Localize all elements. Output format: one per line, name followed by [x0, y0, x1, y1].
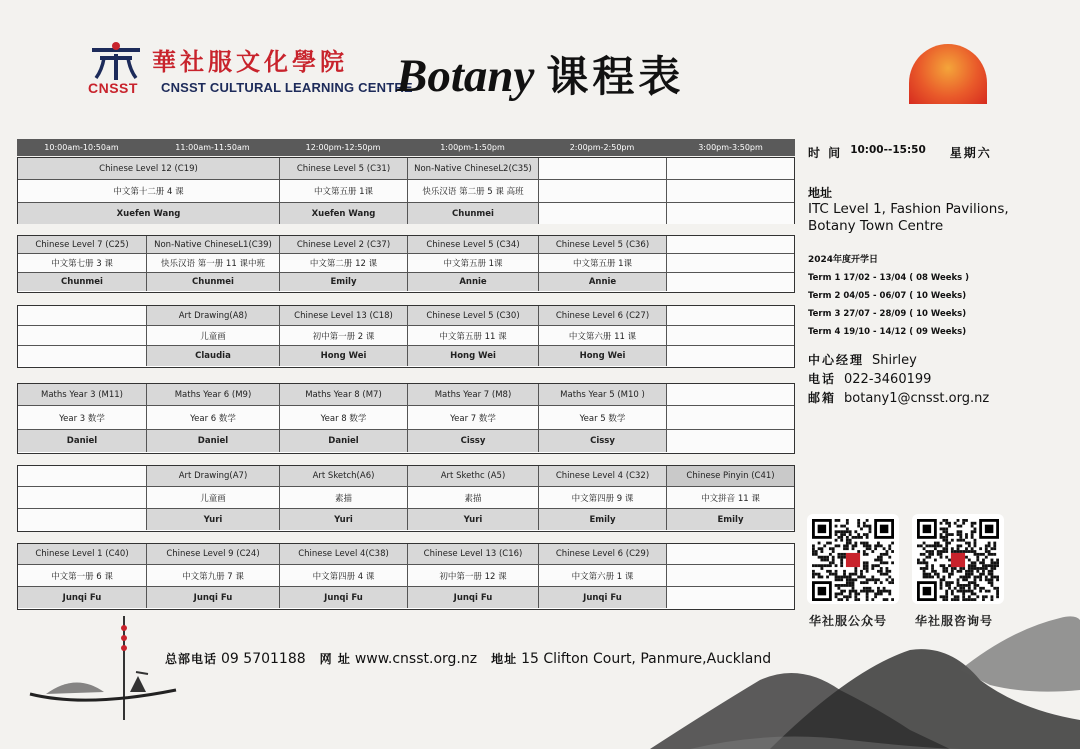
logo-chinese-name: 華社服文化學院	[152, 47, 348, 76]
time-slot: 11:00am-11:50am	[175, 143, 250, 152]
course-name: Maths Year 3 (M11)	[18, 384, 147, 405]
logo-english-name: CNSST CULTURAL LEARNING CENTRE	[161, 80, 413, 95]
lesson-text: Year 7 数学	[408, 406, 539, 429]
sun-decoration	[909, 44, 987, 104]
teacher-name: Emily	[280, 273, 408, 291]
wechat-consult-qr-code[interactable]	[912, 514, 1004, 604]
empty-cell	[667, 565, 794, 586]
course-row	[18, 544, 794, 565]
empty-cell	[18, 487, 147, 508]
course-name: Non-Native ChineseL2(C35)	[408, 158, 539, 179]
term-date: Term 4 19/10 - 14/12 ( 09 Weeks)	[808, 327, 967, 337]
email-line	[808, 389, 1048, 408]
course-name: Chinese Level 7 (C25)	[18, 236, 147, 253]
term-date: Term 1 17/02 - 13/04 ( 08 Weeks )	[808, 273, 970, 283]
qr-caption-official: 华社服公众号	[809, 614, 888, 628]
teacher-name: Chunmei	[147, 273, 280, 291]
teacher-name: Cissy	[408, 430, 539, 452]
teacher-name: Yuri	[147, 509, 280, 530]
course-name: Chinese Level 1 (C40)	[18, 544, 147, 564]
course-row	[18, 306, 794, 326]
course-name: Chinese Level 9 (C24)	[147, 544, 280, 564]
lesson-text: 素描	[280, 487, 408, 508]
boat-ink-illustration	[26, 612, 191, 722]
footer-addr-label: 地址	[491, 652, 518, 666]
teacher-name: Emily	[667, 509, 794, 530]
teacher-name: Chunmei	[18, 273, 147, 291]
manager-line	[808, 351, 1048, 370]
teacher-name: Xuefen Wang	[18, 203, 280, 224]
manager-name: Shirley	[872, 353, 917, 368]
info-panel	[808, 144, 1048, 408]
lesson-text: 中文第十二册 4 课	[18, 180, 280, 202]
phone-number[interactable]: 022-3460199	[844, 372, 932, 387]
footer-phone-number[interactable]: 09 5701188	[221, 651, 306, 667]
footer-address-text: 15 Clifton Court, Panmure,Auckland	[521, 651, 772, 667]
empty-cell	[539, 180, 667, 202]
course-name: Chinese Level 5 (C36)	[539, 236, 667, 253]
lesson-text: 中文第二册 12 课	[280, 254, 408, 272]
empty-cell	[667, 306, 794, 325]
teacher-name: Daniel	[147, 430, 280, 452]
teacher-name: Xuefen Wang	[280, 203, 408, 224]
term-dates-list	[808, 269, 1048, 341]
course-name: Chinese Level 5 (C34)	[408, 236, 539, 253]
schedule-block-5	[17, 465, 795, 532]
schedule-block-1	[17, 157, 795, 224]
lesson-text: 中文第五册 1课	[280, 180, 408, 202]
course-name: Chinese Level 2 (C37)	[280, 236, 408, 253]
lesson-text: 中文第九册 7 课	[147, 565, 280, 586]
empty-cell	[667, 326, 794, 345]
lesson-text: 快乐汉语 第一册 11 课中班	[147, 254, 280, 272]
empty-cell	[667, 273, 794, 291]
qr-code-icon	[917, 519, 999, 601]
empty-cell	[667, 406, 794, 429]
teacher-name: Hong Wei	[408, 346, 539, 366]
lesson-text: 初中第一册 2 课	[280, 326, 408, 345]
empty-cell	[667, 203, 794, 224]
term-date: Term 2 04/05 - 06/07 ( 10 Weeks)	[808, 291, 967, 301]
course-name: Chinese Pinyin (C41)	[667, 466, 794, 486]
teacher-name: Junqi Fu	[147, 587, 280, 608]
text-row	[18, 326, 794, 346]
time-slot: 3:00pm-3:50pm	[698, 143, 763, 152]
lesson-text: 中文第五册 11 课	[408, 326, 539, 345]
lesson-text: 中文第四册 4 课	[280, 565, 408, 586]
teacher-name: Daniel	[18, 430, 147, 452]
qr-caption-consult: 华社服咨询号	[915, 614, 994, 628]
empty-cell	[667, 346, 794, 366]
lesson-text: 儿童画	[147, 326, 280, 345]
teacher-name: Junqi Fu	[408, 587, 539, 608]
schedule-block-4	[17, 383, 795, 454]
time-label: 时 间	[808, 146, 843, 160]
course-name: Maths Year 7 (M8)	[408, 384, 539, 405]
empty-cell	[18, 509, 147, 530]
empty-cell	[18, 306, 147, 325]
empty-cell	[667, 180, 794, 202]
email-address[interactable]: botany1@cnsst.org.nz	[844, 391, 990, 406]
lesson-text: 中文拼音 11 课	[667, 487, 794, 508]
title-chinese: 课程表	[546, 52, 685, 101]
empty-cell	[667, 254, 794, 272]
content-row	[18, 180, 794, 203]
lesson-text: Year 5 数学	[539, 406, 667, 429]
class-time	[808, 144, 1048, 161]
footer-phone-label: 总部电话	[165, 652, 218, 666]
teacher-name: Junqi Fu	[539, 587, 667, 608]
teacher-name: Emily	[539, 509, 667, 530]
empty-cell	[18, 466, 147, 486]
lesson-text: 中文第五册 1课	[408, 254, 539, 272]
time-slot: 1:00pm-1:50pm	[440, 143, 505, 152]
course-row	[18, 236, 794, 254]
teacher-name: Hong Wei	[280, 346, 408, 366]
schedule-block-2	[17, 235, 795, 293]
course-name: Art Drawing(A8)	[147, 306, 280, 325]
empty-cell	[539, 203, 667, 224]
teacher-row	[18, 203, 794, 224]
lesson-text: 中文第四册 9 课	[539, 487, 667, 508]
lesson-text: 初中第一册 12 课	[408, 565, 539, 586]
phone-label: 电话	[808, 372, 837, 386]
manager-label: 中心经理	[808, 353, 865, 367]
phone-line	[808, 370, 1048, 389]
empty-cell	[667, 384, 794, 405]
footer-website	[320, 650, 477, 667]
schedule-header	[17, 139, 795, 156]
mountain-ink-illustration	[650, 600, 1080, 749]
address-label: 地址	[808, 186, 833, 200]
teacher-row	[18, 346, 794, 366]
teacher-name: Hong Wei	[539, 346, 667, 366]
empty-cell	[667, 544, 794, 564]
page-title	[396, 44, 684, 104]
text-row	[18, 565, 794, 587]
teacher-name: Claudia	[147, 346, 280, 366]
term-dates-title: 2024年度开学日	[808, 255, 879, 265]
course-name: Maths Year 8 (M7)	[280, 384, 408, 405]
empty-cell	[18, 326, 147, 345]
address-line-1: ITC Level 1, Fashion Pavilions,	[808, 201, 1009, 217]
time-slot: 2:00pm-2:50pm	[569, 143, 635, 152]
text-row	[18, 406, 794, 430]
email-label: 邮箱	[808, 391, 837, 405]
lesson-text: 中文第七册 3 课	[18, 254, 147, 272]
lesson-text: 素描	[408, 487, 539, 508]
contact-info	[808, 351, 1048, 408]
term-date: Term 3 27/07 - 28/09 ( 10 Weeks)	[808, 309, 967, 319]
course-name: Chinese Level 6 (C27)	[539, 306, 667, 325]
teacher-row	[18, 430, 794, 452]
course-name: Chinese Level 13 (C18)	[280, 306, 408, 325]
empty-cell	[667, 236, 794, 253]
text-row	[18, 487, 794, 509]
logo-abbreviation: CNSST	[88, 80, 138, 96]
course-row	[18, 384, 794, 406]
schedule-block-3	[17, 305, 795, 368]
lesson-text: 中文第六册 11 课	[539, 326, 667, 345]
teacher-row	[18, 273, 794, 291]
course-row	[18, 158, 794, 180]
course-name: Chinese Level 5 (C31)	[280, 158, 408, 179]
teacher-name: Junqi Fu	[280, 587, 408, 608]
weekday: 星期六	[949, 146, 992, 160]
teacher-row	[18, 509, 794, 530]
course-name: Maths Year 5 (M10 )	[539, 384, 667, 405]
teacher-name: Daniel	[280, 430, 408, 452]
lesson-text: 中文第六册 1 课	[539, 565, 667, 586]
lesson-text: Year 3 数学	[18, 406, 147, 429]
course-row	[18, 466, 794, 487]
course-name: Maths Year 6 (M9)	[147, 384, 280, 405]
qr-code-icon	[812, 519, 894, 601]
time-slot: 10:00am-10:50am	[44, 143, 119, 152]
lesson-text: Year 8 数学	[280, 406, 408, 429]
teacher-name: Chunmei	[408, 203, 539, 224]
course-name: Chinese Level 4 (C32)	[539, 466, 667, 486]
course-name: Chinese Level 13 (C16)	[408, 544, 539, 564]
teacher-name: Cissy	[539, 430, 667, 452]
time-value: 10:00--15:50	[850, 144, 926, 156]
lesson-text: 中文第五册 1课	[539, 254, 667, 272]
teacher-name: Junqi Fu	[18, 587, 147, 608]
lesson-text: 儿童画	[147, 487, 280, 508]
course-name: Chinese Level 6 (C29)	[539, 544, 667, 564]
empty-cell	[667, 430, 794, 452]
course-name: Art Skethc (A5)	[408, 466, 539, 486]
wechat-official-qr-code[interactable]	[807, 514, 899, 604]
footer-web-label: 网 址	[319, 652, 351, 666]
title-english: Botany	[396, 50, 535, 102]
lesson-text: 快乐汉语 第二册 5 课 高班	[408, 180, 539, 202]
teacher-name: Annie	[408, 273, 539, 291]
course-name: Art Sketch(A6)	[280, 466, 408, 486]
lesson-text: Year 6 数学	[147, 406, 280, 429]
footer-web-url[interactable]: www.cnsst.org.nz	[354, 651, 478, 667]
teacher-name: Yuri	[408, 509, 539, 530]
course-name: Chinese Level 12 (C19)	[18, 158, 280, 179]
course-name: Chinese Level 5 (C30)	[408, 306, 539, 325]
course-name: Non-Native ChineseL1(C39)	[147, 236, 280, 253]
teacher-name: Annie	[539, 273, 667, 291]
course-name: Chinese Level 4(C38)	[280, 544, 408, 564]
cnsst-logo	[86, 36, 413, 100]
empty-cell	[18, 346, 147, 366]
course-name: Art Drawing(A7)	[147, 466, 280, 486]
time-slot: 12:00pm-12:50pm	[305, 143, 381, 152]
empty-cell	[667, 158, 794, 179]
time-slot-header	[17, 139, 795, 156]
empty-cell	[539, 158, 667, 179]
teacher-name: Yuri	[280, 509, 408, 530]
text-row	[18, 254, 794, 273]
address-line-2: Botany Town Centre	[808, 218, 944, 234]
lesson-text: 中文第一册 6 课	[18, 565, 147, 586]
